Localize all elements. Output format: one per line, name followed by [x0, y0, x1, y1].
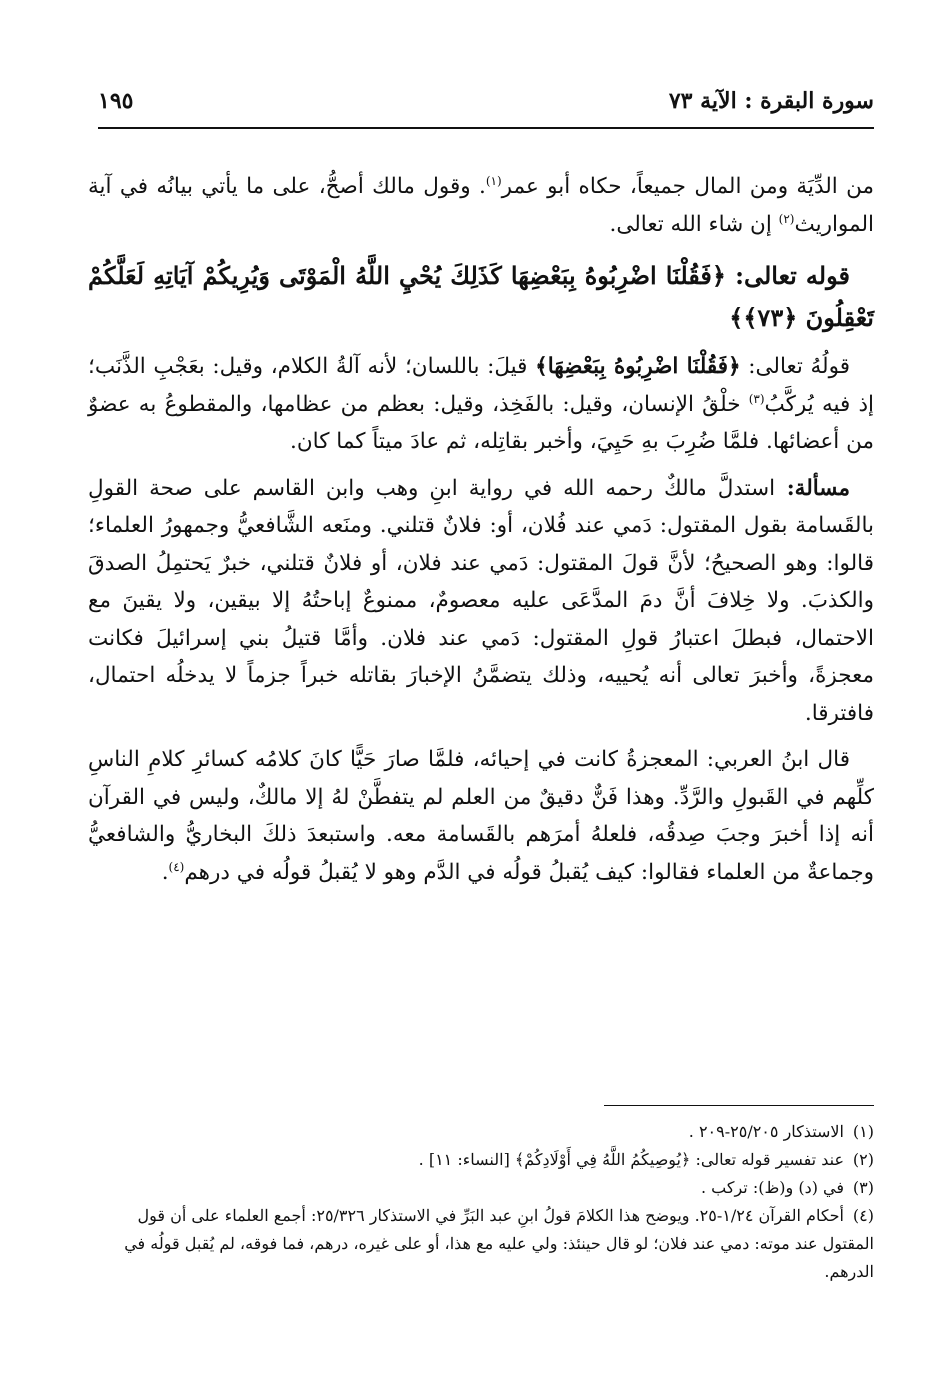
- footnote-text: أحكام القرآن ١/٢٤-٢٥. ويوضح هذا الكلامَ قولُ ابنِ عبد البَرِّ في الاستذكار ٢٥/٣٢٦: أجمع العلماء على أن قول المقتول عند موته: دمي عند فلان؛ لو قال حينئذ: ولي عليه مع هذا، أو على غيره، درهم، فما فوقه، لم يُقبل قولُه في الدرهم.: [124, 1206, 874, 1281]
- masala-label: مسألة:: [775, 475, 850, 501]
- footnote-ref-1: (١): [485, 173, 502, 188]
- footnote-4: [88, 1202, 874, 1286]
- paragraph-3-quote: ﴿فَقُلْنَا اضْرِبُوهُ بِبَعْضِهَا﴾: [535, 354, 741, 379]
- paragraph-3-text: قيلَ: باللسان؛ لأنه آلةُ الكلام، وقيل: بعَجْبِ الذَّنَب؛ إذ فيه يُركَّبُ: [88, 354, 874, 417]
- verse-lead: قوله تعالى:: [725, 261, 850, 290]
- paragraph-ibn-arabi: [88, 741, 874, 891]
- footnote-number: (١): [852, 1122, 874, 1141]
- ibn-arabi-end: .: [161, 859, 169, 885]
- page-number: ١٩٥: [98, 88, 134, 114]
- footnote-ref-3: (٣): [748, 391, 765, 406]
- paragraph-masala: [88, 470, 874, 733]
- ibn-arabi-text: قال ابنُ العربي: المعجزةُ كانت في إحيائه، فلمَّا صارَ حَيًّا كانَ كلامُه كسائرِ كلامِ الناسِ كلِّهم في القَبولِ والرَّدِّ. وهذا فَنٌّ دقيقٌ من العلم لم يتفطَّنْ لهُ إلا مالكٌ، وليس في القرآن أنه إذا أخبرَ وجبَ صِدقُه، فلعلهُ أمرَهم بالقَسامة معه. واستبعدَ ذلكَ البخاريُّ والشافعيُّ وجماعةٌ من العلماء فقالوا: كيف يُقبلُ قولُه في الدَّم وهو لا يُقبلُ قولُه في درهم: [88, 747, 874, 885]
- header-rule: [98, 127, 874, 129]
- footnote-number: (٤): [852, 1206, 874, 1225]
- footnote-3: [88, 1174, 874, 1202]
- verse-text: ﴿فَقُلْنَا اضْرِبُوهُ بِبَعْضِهَا كَذَلِكَ يُحْيِ اللَّهُ الْمَوْتَى وَيُرِيكُمْ آيَاتِهِ لَعَلَّكُمْ تَعْقِلُونَ ﴿٧٣﴾﴾: [88, 261, 874, 332]
- footnote-ref-4: (٤): [168, 859, 185, 874]
- main-text: [88, 168, 874, 891]
- footnote-2: [88, 1146, 874, 1174]
- footnote-1: [88, 1118, 874, 1146]
- quran-verse: [88, 255, 874, 339]
- footnote-text: عند تفسير قوله تعالى: ﴿يُوصِيكُمُ اللَّهُ فِي أَوْلَادِكُمْ﴾ [النساء: ١١] .: [418, 1150, 844, 1169]
- paragraph-3-lead: قولُهُ تعالى:: [740, 354, 850, 379]
- footnotes: [88, 1104, 874, 1286]
- masala-text: استدلَّ مالكٌ رحمه الله في رواية ابنِ وهب وابن القاسم على صحة القولِ بالقَسامة بقول المقتول: دَمي عند فُلان، أو: فلانٌ قتلني. ومنَعه الشَّافعيُّ وجمهورُ العلماء؛ قالوا: وهو الصحيحُ؛ لأنَّ قولَ المقتول: دَمي عند فلان، أو فلانٌ قتلني، خبرٌ يَحتمِلُ الصدقَ والكذبَ. ولا خِلافَ أنَّ دمَ المدَّعَى عليه معصومٌ، ممنوعٌ إباحتُهُ إلا بيقين، ولا يقينَ مع الاحتمال، فبطلَ اعتبارُ قولِ المقتول: دَمي عند فلان. وأمَّا قتيلُ بني إسرائيلَ فكانت معجزةً، وأخبرَ تعالى أنه يُحييه، وذلك يتضمَّنُ الإخبارَ بقاتله خبراً جزماً لا يدخلُه احتمال، فافترقا.: [88, 475, 874, 726]
- paragraph-1-text-2: . وقول مالك أصحُّ، على ما يأتي بيانُه في آية المواريث: [88, 174, 874, 237]
- running-title: سورة البقرة : الآية ٧٣: [668, 88, 874, 114]
- footnote-text: الاستذكار ٢٥/٢٠٥-٢٠٩ .: [688, 1122, 844, 1141]
- paragraph-1-text: من الدِّيَة ومن المال جميعاً، حكاه أبو عمر: [501, 174, 874, 199]
- footnote-ref-2: (٢): [778, 211, 795, 226]
- paragraph-1-text-3: إن شاء الله تعالى.: [609, 211, 779, 237]
- page-header: [98, 88, 874, 124]
- footnote-text: في (د) و(ظ): تركب .: [700, 1178, 844, 1197]
- paragraph-3: [88, 348, 874, 461]
- paragraph-3-text-2: خلْقُ الإنسان، وقيل: بالفَخِذ، وقيل: بعظم من عظامها، والمقطوعُ به عضوٌ من أعضائها. فلمَّا ضُرِبَ بهِ حَيِيَ، وأخبر بقاتِله، ثم عادَ ميتاً كما كان.: [88, 391, 874, 454]
- paragraph-1: [88, 168, 874, 243]
- footnote-number: (٣): [852, 1178, 874, 1197]
- footnote-number: (٢): [852, 1150, 874, 1169]
